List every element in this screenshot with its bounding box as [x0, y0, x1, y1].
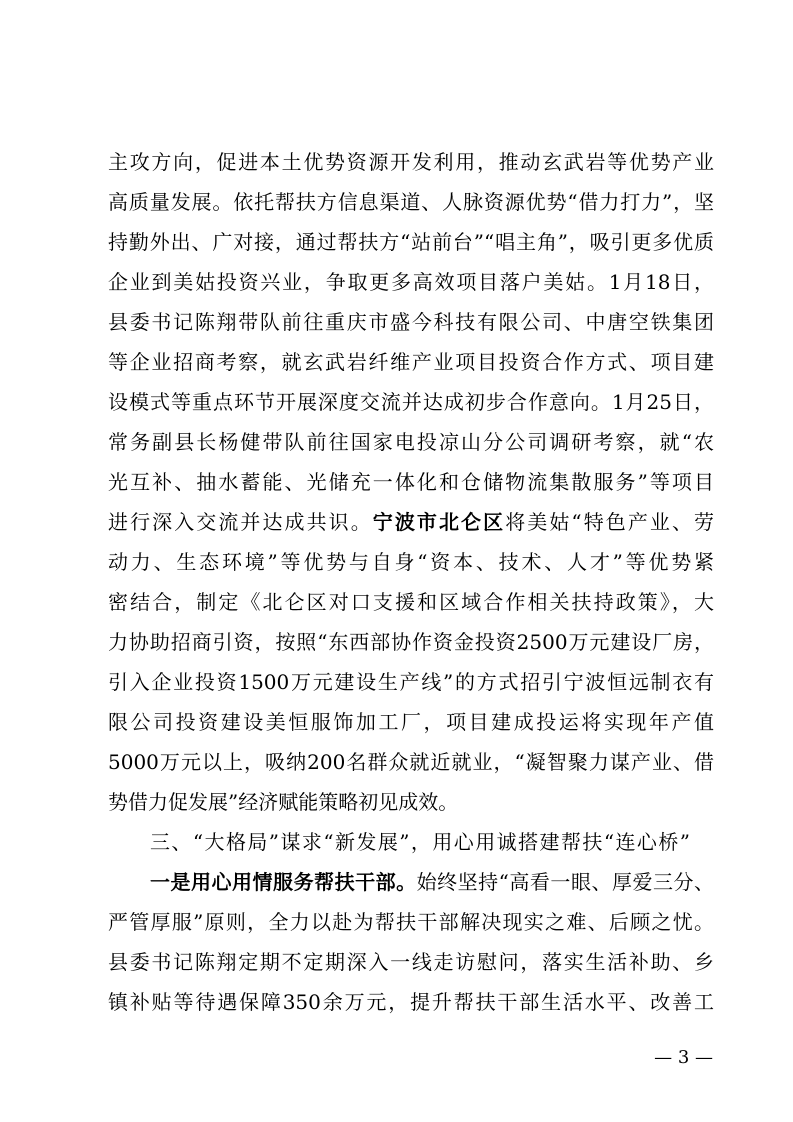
text-line: 引入企业投资1500万元建设生产线”的方式招引宁波恒远制衣有 — [108, 670, 714, 694]
text-segment: 将美姑“特色产业、劳 — [505, 510, 715, 534]
text-line: 县委书记陈翔定期不定期深入一线走访慰问，落实生活补助、乡 — [108, 950, 714, 974]
text-line — [150, 866, 714, 898]
text-line: 镇补贴等待遇保障350余万元，提升帮扶干部生活水平、改善工 — [108, 990, 714, 1014]
text-line: 企业到美姑投资兴业，争取更多高效项目落户美姑。1月18日， — [108, 270, 714, 294]
text-line: 严管厚服”原则，全力以赴为帮扶干部解决现实之难、后顾之忧。 — [108, 910, 714, 934]
text-line: 势借力促发展”经济赋能策略初见成效。 — [108, 790, 459, 814]
text-line: 县委书记陈翔带队前往重庆市盛今科技有限公司、中唐空铁集团 — [108, 310, 714, 334]
text-line: 光互补、抽水蓄能、光储充一体化和仓储物流集散服务”等项目 — [108, 470, 714, 494]
text-segment: 始终坚持“高看一眼、厚爱三分、 — [416, 870, 715, 894]
text-line: 等企业招商考察，就玄武岩纤维产业项目投资合作方式、项目建 — [108, 350, 714, 374]
text-line: 密结合，制定《北仑区对口支援和区域合作相关扶持政策》，大 — [108, 590, 714, 614]
text-line: 限公司投资建设美恒服饰加工厂，项目建成投运将实现年产值 — [108, 710, 714, 734]
text-line: 持勤外出、广对接，通过帮扶方“站前台”“唱主角”，吸引更多优质 — [108, 230, 714, 254]
text-segment: 进行深入交流并达成共识。 — [108, 510, 373, 534]
text-line: 5000万元以上，吸纳200名群众就近就业，“凝智聚力谋产业、借 — [108, 750, 714, 774]
section-heading: 三、“大格局”谋求“新发展”，用心用诚搭建帮扶“连心桥” — [150, 830, 690, 854]
text-line — [108, 506, 714, 538]
text-line: 常务副县长杨健带队前往国家电投凉山分公司调研考察，就“农 — [108, 430, 714, 454]
text-line: 高质量发展。依托帮扶方信息渠道、人脉资源优势“借力打力”，坚 — [108, 190, 714, 214]
text-line: 设模式等重点环节开展深度交流并达成初步合作意向。1月25日， — [108, 390, 714, 414]
bold-text: 宁波市北仑区 — [372, 510, 506, 534]
page-number: — 3 — — [654, 1047, 713, 1068]
bold-text: 一是用心用情服务帮扶干部。 — [150, 870, 417, 894]
text-line: 力协助招商引资，按照“东西部协作资金投资2500万元建设厂房， — [108, 630, 714, 654]
text-line: 主攻方向，促进本土优势资源开发利用，推动玄武岩等优势产业 — [108, 150, 714, 174]
text-line: 动力、生态环境”等优势与自身“资本、技术、人才”等优势紧 — [108, 550, 714, 574]
